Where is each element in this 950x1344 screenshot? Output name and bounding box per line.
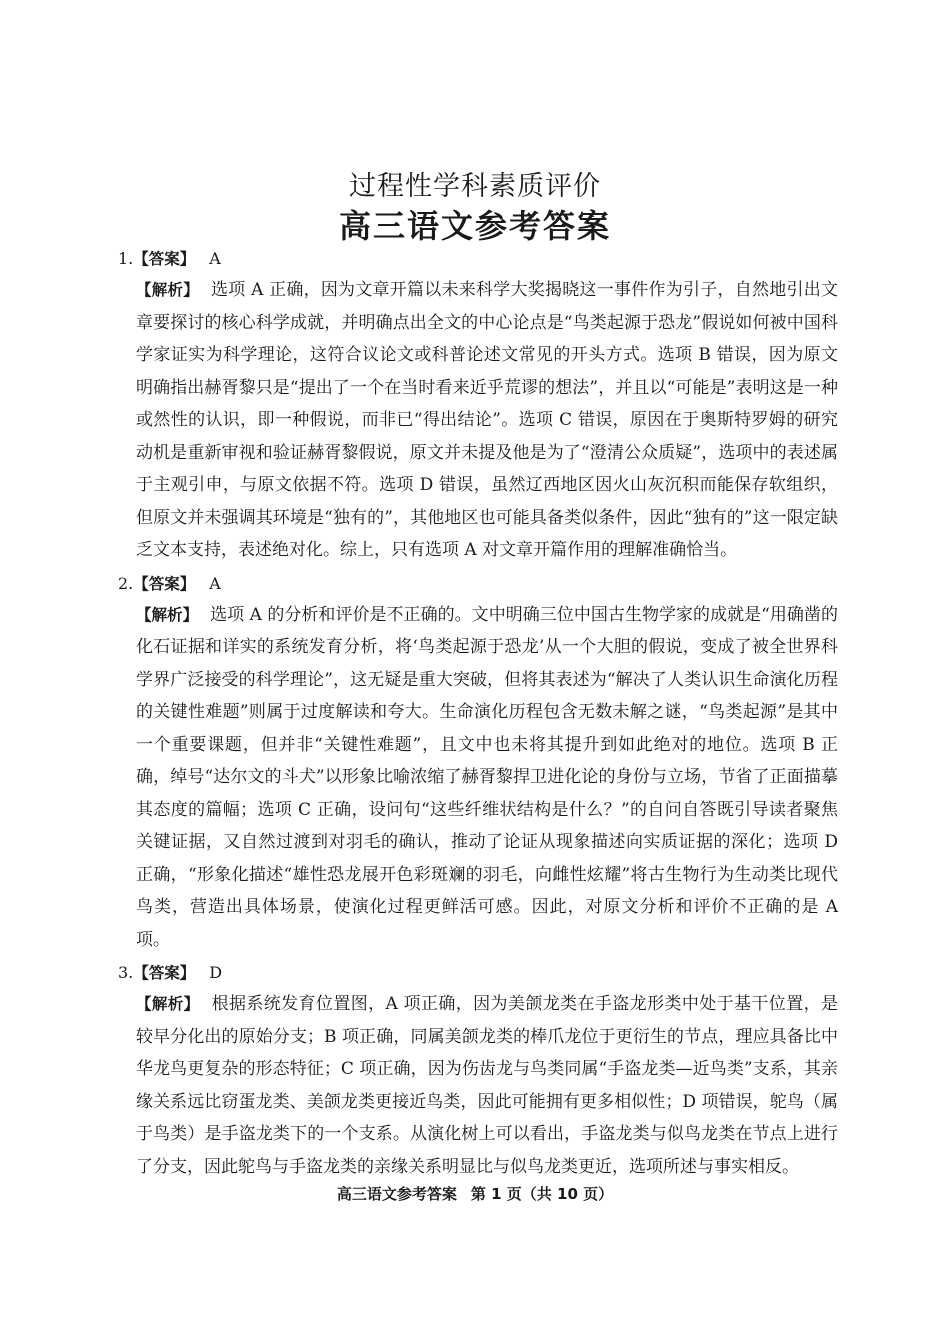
question-number: 2. bbox=[118, 573, 134, 593]
page-footer bbox=[0, 1182, 950, 1206]
question-list bbox=[118, 242, 838, 1183]
answer-label: 【答案】 bbox=[133, 250, 196, 268]
question-number: 3. bbox=[118, 963, 134, 982]
analysis-text: 选项 A 正确，因为文章开篇以未来科学大奖揭晓这一事件作为引子，自然地引出文章要探讨的核心科学成就，并明确点出全文的中心论点是“鸟类起源于恐龙”假说如何被中国科学家证实为科学理论，这符合议论文或科普论述文常见的开头方式。选项 B 错误，因为原文明确指出赫胥黎只是“提出了一个在当时看来近乎荒谬的想法”，并且以“可能是”表明这是一种或然性的认识，即一种假说，而非已“得出结论”。选项 C 错误，原因在于奥斯特罗姆的研究动机是重新审视和验证赫胥黎假说，原文并未提及他是为了“澄清公众质疑”，选项中的表述属于主观引申，与原文依据不符。选项 D 错误，虽然辽西地区因火山灰沉积而能保存软组织，但原文并未强调其环境是“独有的”，其他地区也可能具备类似条件，因此“独有的”这一限定缺乏文本支持，表述绝对化。综上，只有选项 A 对文章开篇作用的理解准确恰当。 bbox=[136, 280, 838, 560]
footer-doc-name: 高三语文参考答案 bbox=[336, 1185, 457, 1203]
analysis-paragraph bbox=[136, 274, 838, 567]
answer-value: A bbox=[209, 573, 221, 593]
analysis-label: 【解析】 bbox=[136, 605, 199, 624]
answer-label: 【答案】 bbox=[133, 574, 196, 593]
document-subtitle: 过程性学科素质评价 bbox=[349, 171, 601, 202]
question-2 bbox=[118, 569, 838, 957]
analysis-label: 【解析】 bbox=[136, 995, 200, 1013]
answer-line bbox=[118, 244, 838, 274]
question-3 bbox=[118, 958, 838, 1183]
analysis-text: 选项 A 的分析和评价是不正确的。文中明确三位中国古生物学家的成就是“用确凿的化石证据和详实的系统发育分析，将‘鸟类起源于恐龙’从一个大胆的假说，变成了被全世界科学界广泛接受的科学理论”，这无疑是重大突破，但将其表述为“解决了人类认识生命演化历程的关键性难题”则属于过度解读和夸大。生命演化历程包含无数未解之谜，“鸟类起源”是其中一个重要课题，但并非“关键性难题”，且文中也未将其提升到如此绝对的地位。选项 B 正确，绰号“达尔文的斗犬”以形象比喻浓缩了赫胥黎捍卫进化论的身份与立场，节省了正面描摹其态度的篇幅；选项 C 正确，设问句“这些纤维状结构是什么？”的自问自答既引导读者聚焦关键证据，又自然过渡到对羽毛的确认，推动了论证从现象描述向实质证据的深化；选项 D 正确，“形象化描述“雄性恐龙展开色彩斑斓的羽毛，向雌性炫耀”将古生物行为生动类比现代鸟类，营造出具体场景，使演化过程更鲜活可感。因此，对原文分析和评价不正确的是 A 项。 bbox=[136, 604, 838, 950]
answer-value: A bbox=[209, 249, 221, 268]
question-number: 1. bbox=[118, 249, 134, 268]
analysis-label: 【解析】 bbox=[136, 281, 199, 299]
footer-page-info: 第 1 页（共 10 页） bbox=[470, 1185, 614, 1203]
analysis-paragraph bbox=[136, 599, 838, 957]
analysis-text: 根据系统发育位置图，A 项正确，因为美颌龙类在手盗龙形类中处于基干位置，是较早分化出的原始分支；B 项正确，同属美颌龙类的棒爪龙位于更衍生的节点，理应具备比中华龙鸟更复杂的形态特征；C 项正确，因为伤齿龙与鸟类同属“手盗龙类—近鸟类”支系，其亲缘关系远比窃蛋龙类、美颌龙类更接近鸟类，因此可能拥有更多相似性；D 项错误，鸵鸟（属于鸟类）是手盗龙类下的一个支系。从演化树上可以看出，手盗龙类与似鸟龙类在节点上进行了分支，因此鸵鸟与手盗龙类的亲缘关系明显比与似鸟龙类更近，选项所述与事实相反。 bbox=[136, 994, 838, 1177]
answer-line bbox=[118, 569, 838, 599]
answer-value: D bbox=[209, 963, 223, 982]
answer-line bbox=[118, 958, 838, 988]
question-1 bbox=[118, 244, 838, 567]
document-title: 高三语文参考答案 bbox=[338, 207, 611, 245]
answer-label: 【答案】 bbox=[133, 964, 196, 982]
analysis-paragraph bbox=[136, 988, 838, 1183]
